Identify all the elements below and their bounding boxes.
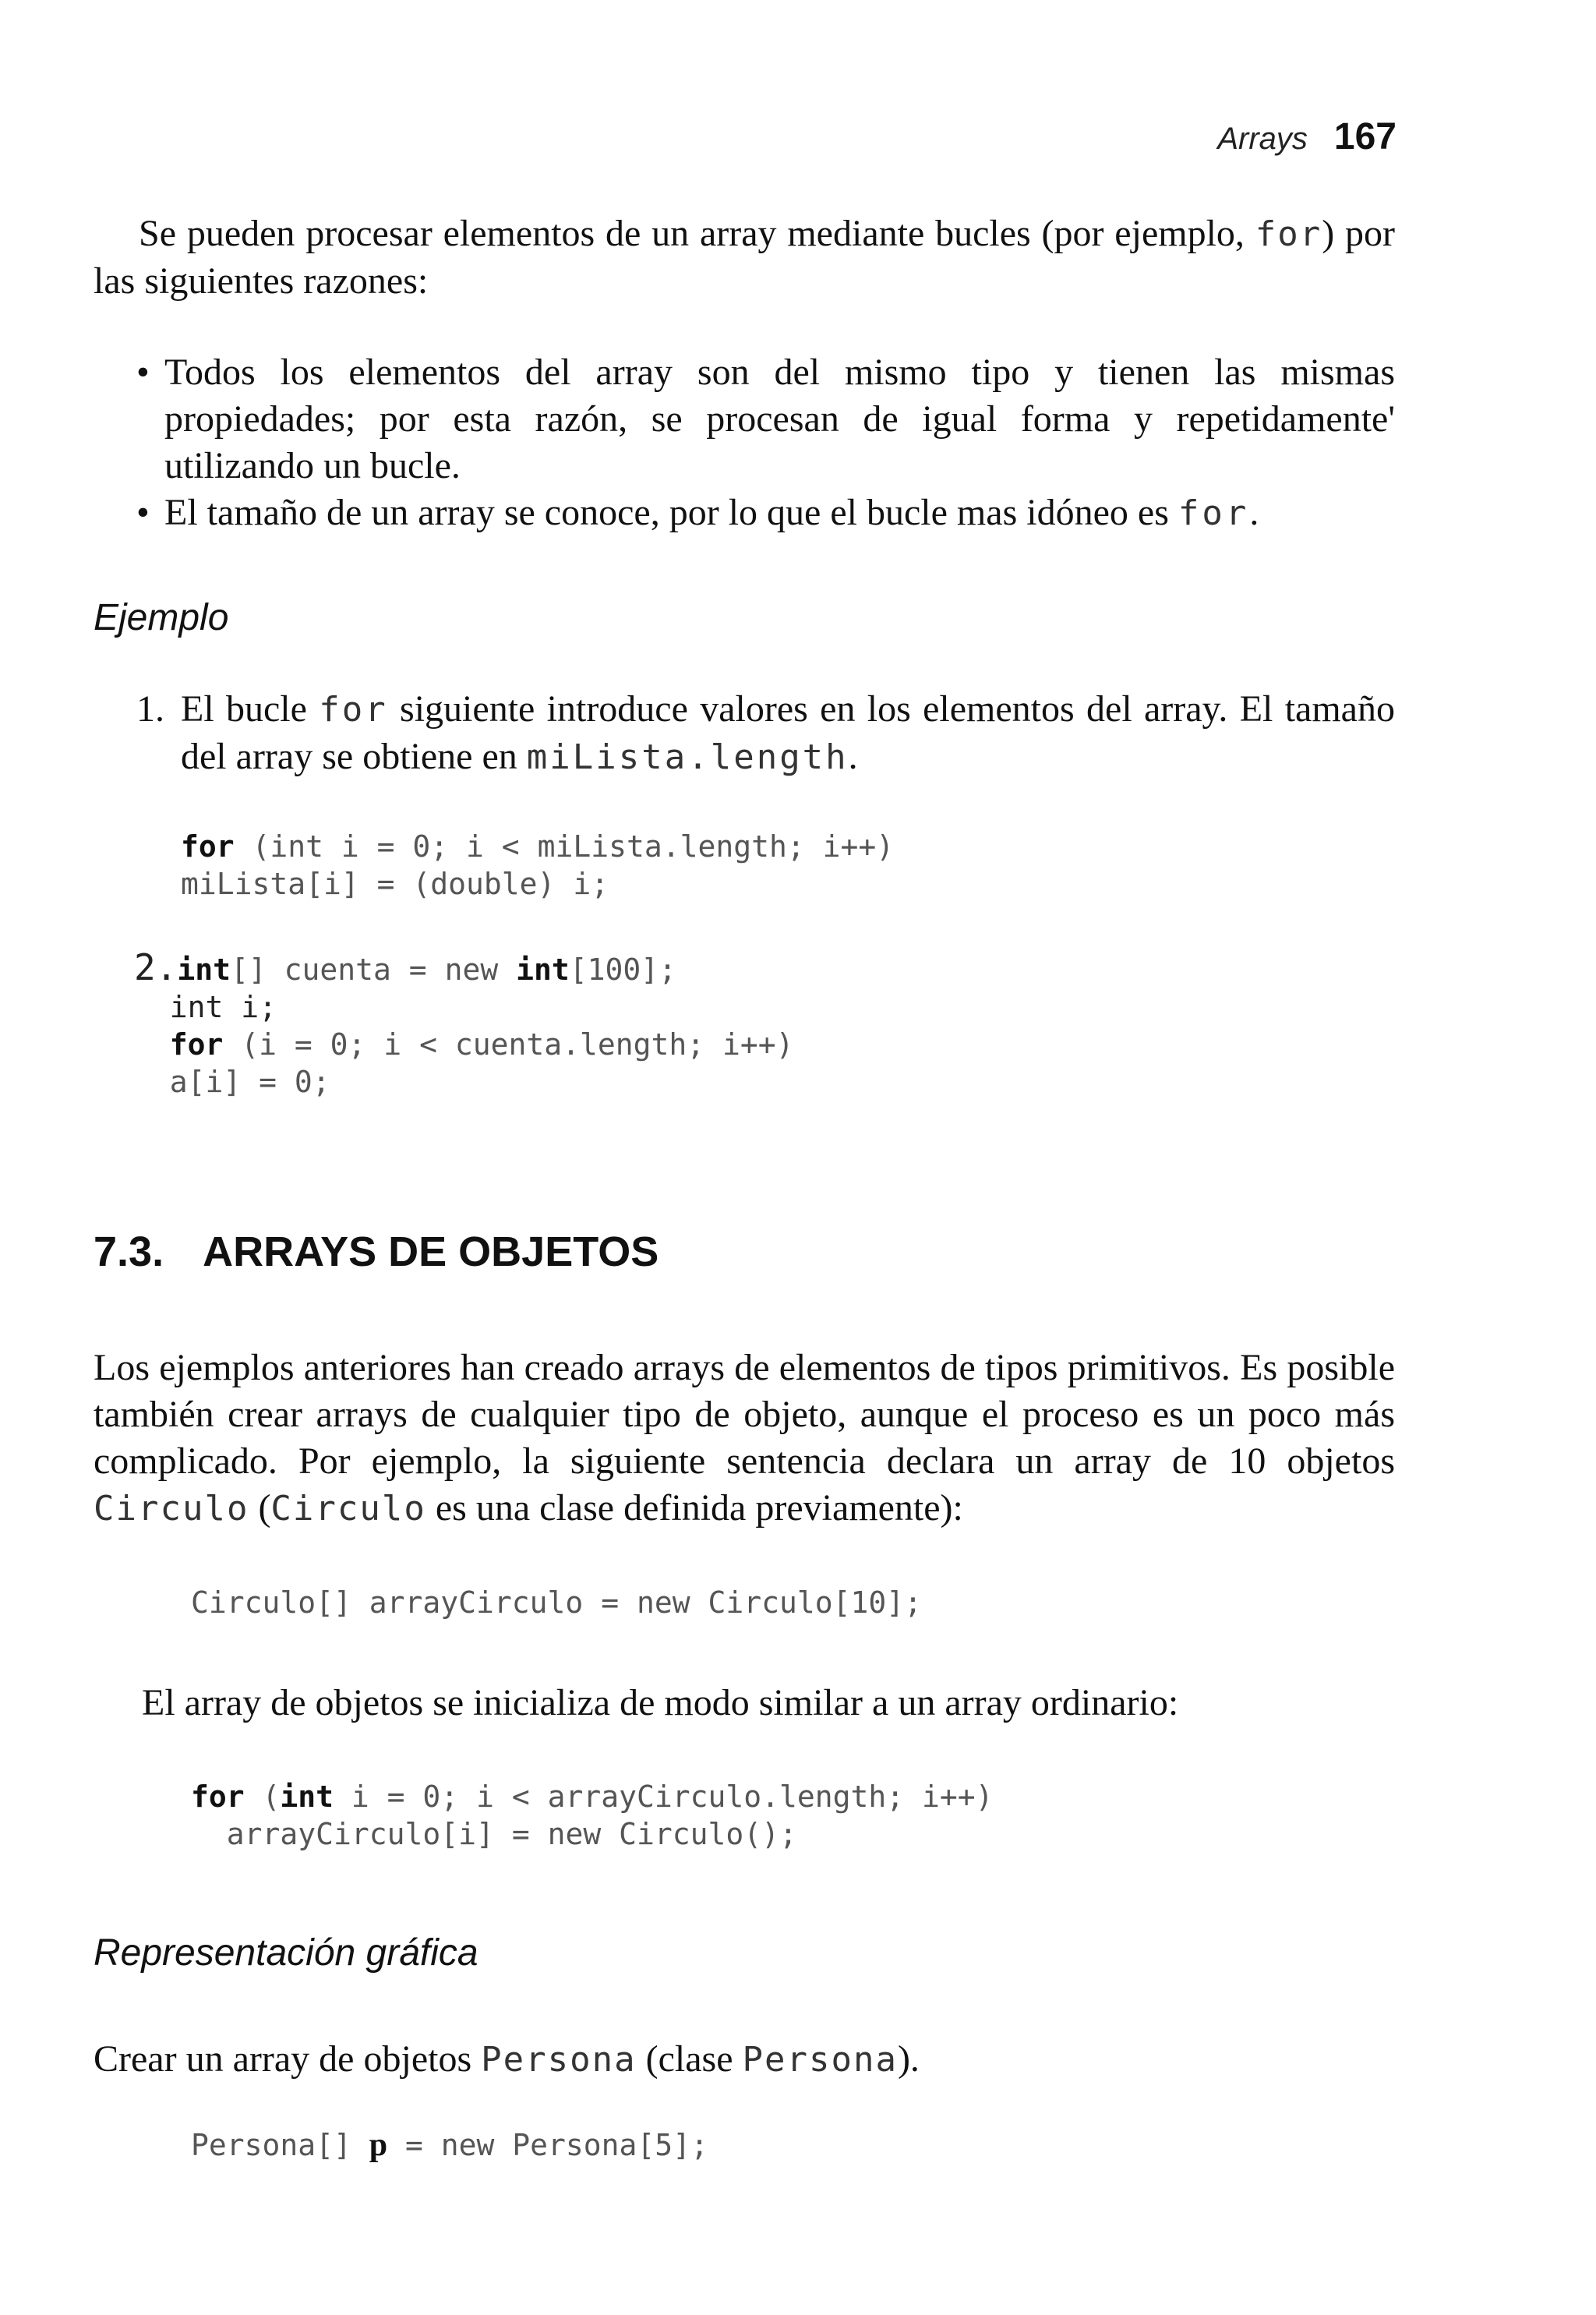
code-variable: p [369,2127,388,2163]
list-item [136,349,1395,490]
code-block-1 [181,828,894,903]
intro-text-end: ) por las siguientes razones: [94,213,1395,302]
example-number: 1. [136,688,164,730]
list-item-text: El tamaño de un array se conoce, por lo que el bucle mas idóneo es [164,492,1178,533]
code-block-5 [191,2126,708,2164]
example-text: siguiente introduce valores en los elementos del array. El tamaño del array se obtiene en [181,688,1395,777]
page-header [1217,115,1396,158]
intro-text: Se pueden procesar elementos de un array mediante bucles (por ejemplo, [139,213,1255,254]
persona-paragraph [94,2036,1395,2084]
inline-code: Persona [481,2040,637,2080]
representation-heading: Representación gráfica [94,1932,478,1974]
code-line: int i; [169,990,277,1024]
code-keyword: for [191,1780,245,1814]
code-line: a[i] = 0; [169,1065,330,1099]
inline-code: for [1178,493,1250,533]
section-heading [94,1228,659,1276]
inline-code: miLista.length [526,737,849,777]
running-title: Arrays [1217,122,1308,156]
reasons-list [136,349,1395,537]
list-item [136,490,1395,537]
example-1-text [136,686,1395,781]
inline-code: for [1255,214,1322,254]
example-1 [136,686,1395,781]
section-title: ARRAYS DE OBJETOS [203,1228,659,1275]
code-line: Circulo[] arrayCirculo = new Circulo[10]; [191,1585,922,1620]
paragraph-text: El array de objetos se inicializa de modo similar a un array ordinario: [142,1682,1179,1723]
code-block-3 [191,1584,922,1621]
intro-paragraph [94,210,1395,305]
inline-code: for [319,690,388,730]
code-keyword: int [516,953,570,987]
paragraph-text: Crear un array de objetos [94,2038,482,2080]
code-line: (int i = 0; i < miLista.length; i++) [234,829,895,864]
paragraph-text-end: ). [897,2038,920,2080]
paragraph-text: (clase [636,2038,743,2080]
code-line: miLista[i] = (double) i; [181,867,609,901]
code-keyword: for [169,1027,224,1062]
inline-code: Circulo [94,1489,249,1529]
code-line: ( [244,1780,281,1814]
code-keyword: for [181,829,235,864]
code-keyword: int [280,1780,334,1814]
code-line: arrayCirculo[i] = new Circulo(); [226,1817,797,1851]
init-paragraph [94,1680,1395,1727]
example-text: El bucle [181,688,320,730]
code-line: i = 0; i < arrayCirculo.length; i++) [334,1780,994,1814]
paragraph-text: ( [249,1487,271,1529]
code-line: Persona[] [191,2128,369,2162]
page-number: 167 [1333,116,1396,157]
code-line: = new Persona[5]; [387,2128,708,2162]
paragraph-text: Los ejemplos anteriores han creado arrays de elementos de tipos primitivos. Es posible también crear arrays de cualquier tipo de objeto, aunque el proceso es un poco más complicado. Por ejemplo, la siguiente sentencia declara un array de 10 objetos [94,1347,1395,1482]
code-line: [100]; [569,953,676,987]
inline-code: Persona [742,2040,898,2080]
code-block-4 [191,1778,994,1853]
code-line: (i = 0; i < cuenta.length; i++) [223,1027,794,1062]
list-item-text: Todos los elementos del array son del mismo tipo y tienen las mismas propiedades; por esta razón, se procesan de igual forma y repetidamente' utilizando un bucle. [164,352,1395,486]
ejemplo-heading: Ejemplo [94,597,229,638]
code-keyword: int [177,953,231,987]
section-number: 7.3. [94,1228,164,1275]
paragraph-text-end: es una clase definida previamente): [425,1487,963,1529]
code-block-2 [134,946,794,1101]
code-line: [] cuenta = new [231,953,517,987]
inline-code: Circulo [270,1489,426,1529]
list-item-text-end: . [1249,492,1259,533]
objects-paragraph [94,1345,1395,1532]
example-number: 2. [134,946,178,988]
example-text-end: . [848,736,858,777]
